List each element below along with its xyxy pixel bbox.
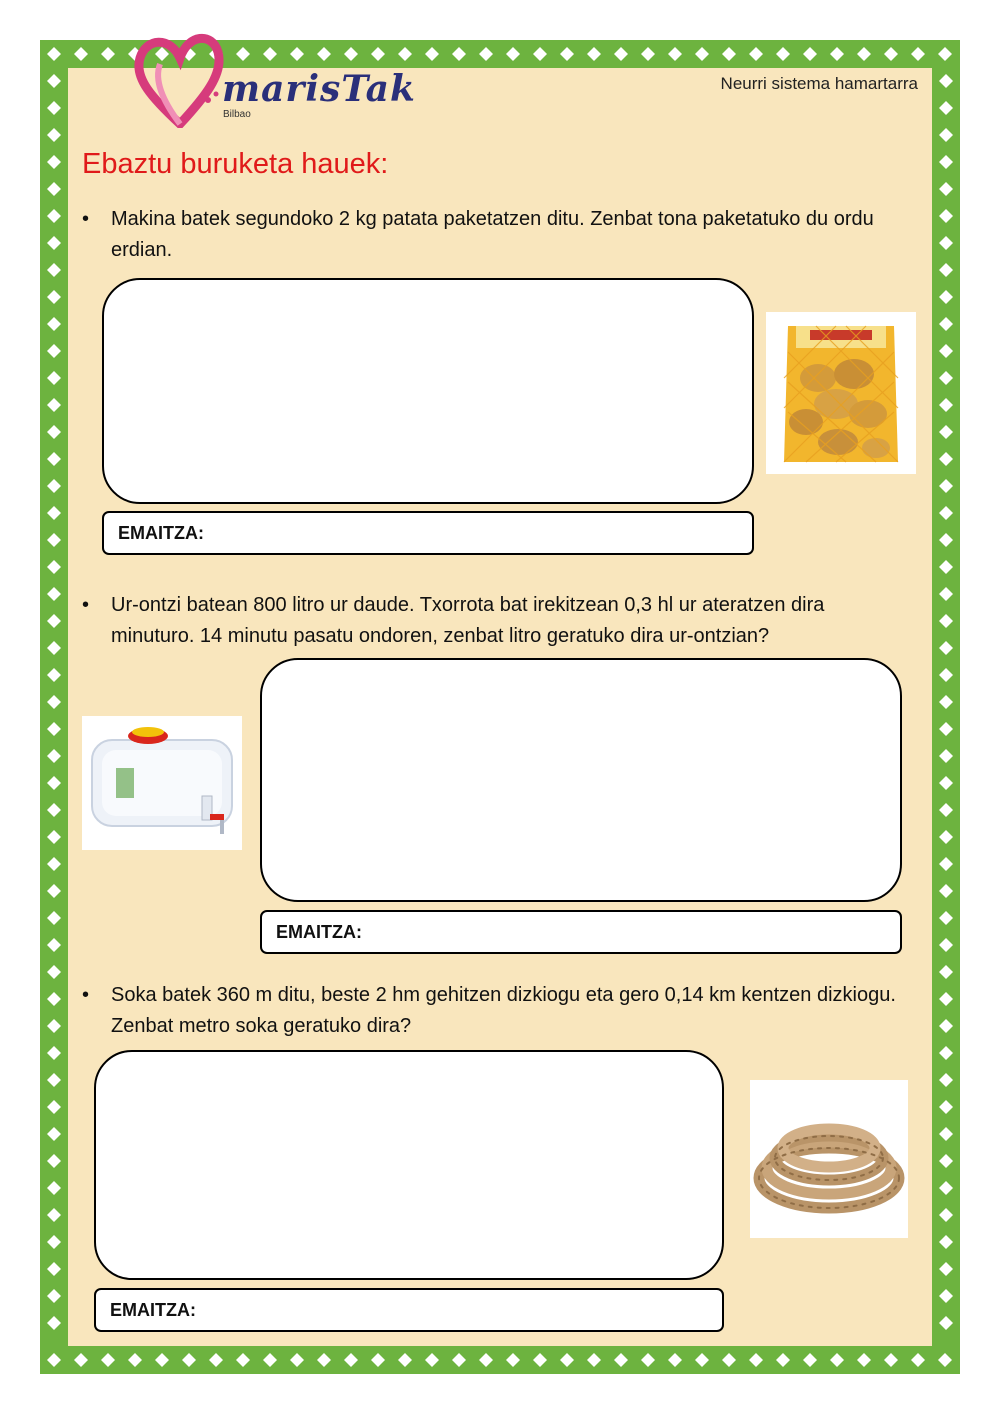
problem-3-work-area[interactable] <box>94 1050 724 1280</box>
answer-label: EMAITZA: <box>118 523 204 543</box>
logo-wordmark: marisTak <box>222 68 416 110</box>
bullet-marker: • <box>82 984 90 1006</box>
bullet-marker: • <box>82 594 90 616</box>
subject-label: Neurri sistema hamartarra <box>720 74 918 93</box>
problem-3-text: Soka batek 360 m ditu, beste 2 hm gehitzen dizkiogu eta gero 0,14 km kentzen dizkiogu. Zenbat metro soka geratuko dira? <box>111 984 896 1037</box>
logo-subtext: Bilbao <box>223 109 251 120</box>
water-tank-icon <box>82 716 242 850</box>
page-title: Ebaztu buruketa hauek: <box>82 148 389 180</box>
rope-coil-icon <box>750 1080 908 1238</box>
problem-3 <box>82 980 902 1042</box>
problem-1 <box>82 204 902 266</box>
problem-1-work-area[interactable] <box>102 278 754 504</box>
problem-3-answer-field[interactable] <box>94 1288 724 1332</box>
answer-label: EMAITZA: <box>110 1300 196 1320</box>
potato-sack-icon <box>766 312 916 474</box>
problem-2-text: Ur-ontzi batean 800 litro ur daude. Txorrota bat irekitzean 0,3 hl ur ateratzen dira minuturo. 14 minutu pasatu ondoren, zenbat litro geratuko dira ur-ontzian? <box>111 594 825 647</box>
maristak-logo-icon <box>132 28 228 128</box>
bullet-marker: • <box>82 208 90 230</box>
problem-2-answer-field[interactable] <box>260 910 902 954</box>
problem-2 <box>82 590 902 652</box>
problem-1-answer-field[interactable] <box>102 511 754 555</box>
answer-label: EMAITZA: <box>276 922 362 942</box>
problem-2-work-area[interactable] <box>260 658 902 902</box>
problem-1-text: Makina batek segundoko 2 kg patata paketatzen ditu. Zenbat tona paketatuko du ordu erdian. <box>111 208 874 261</box>
